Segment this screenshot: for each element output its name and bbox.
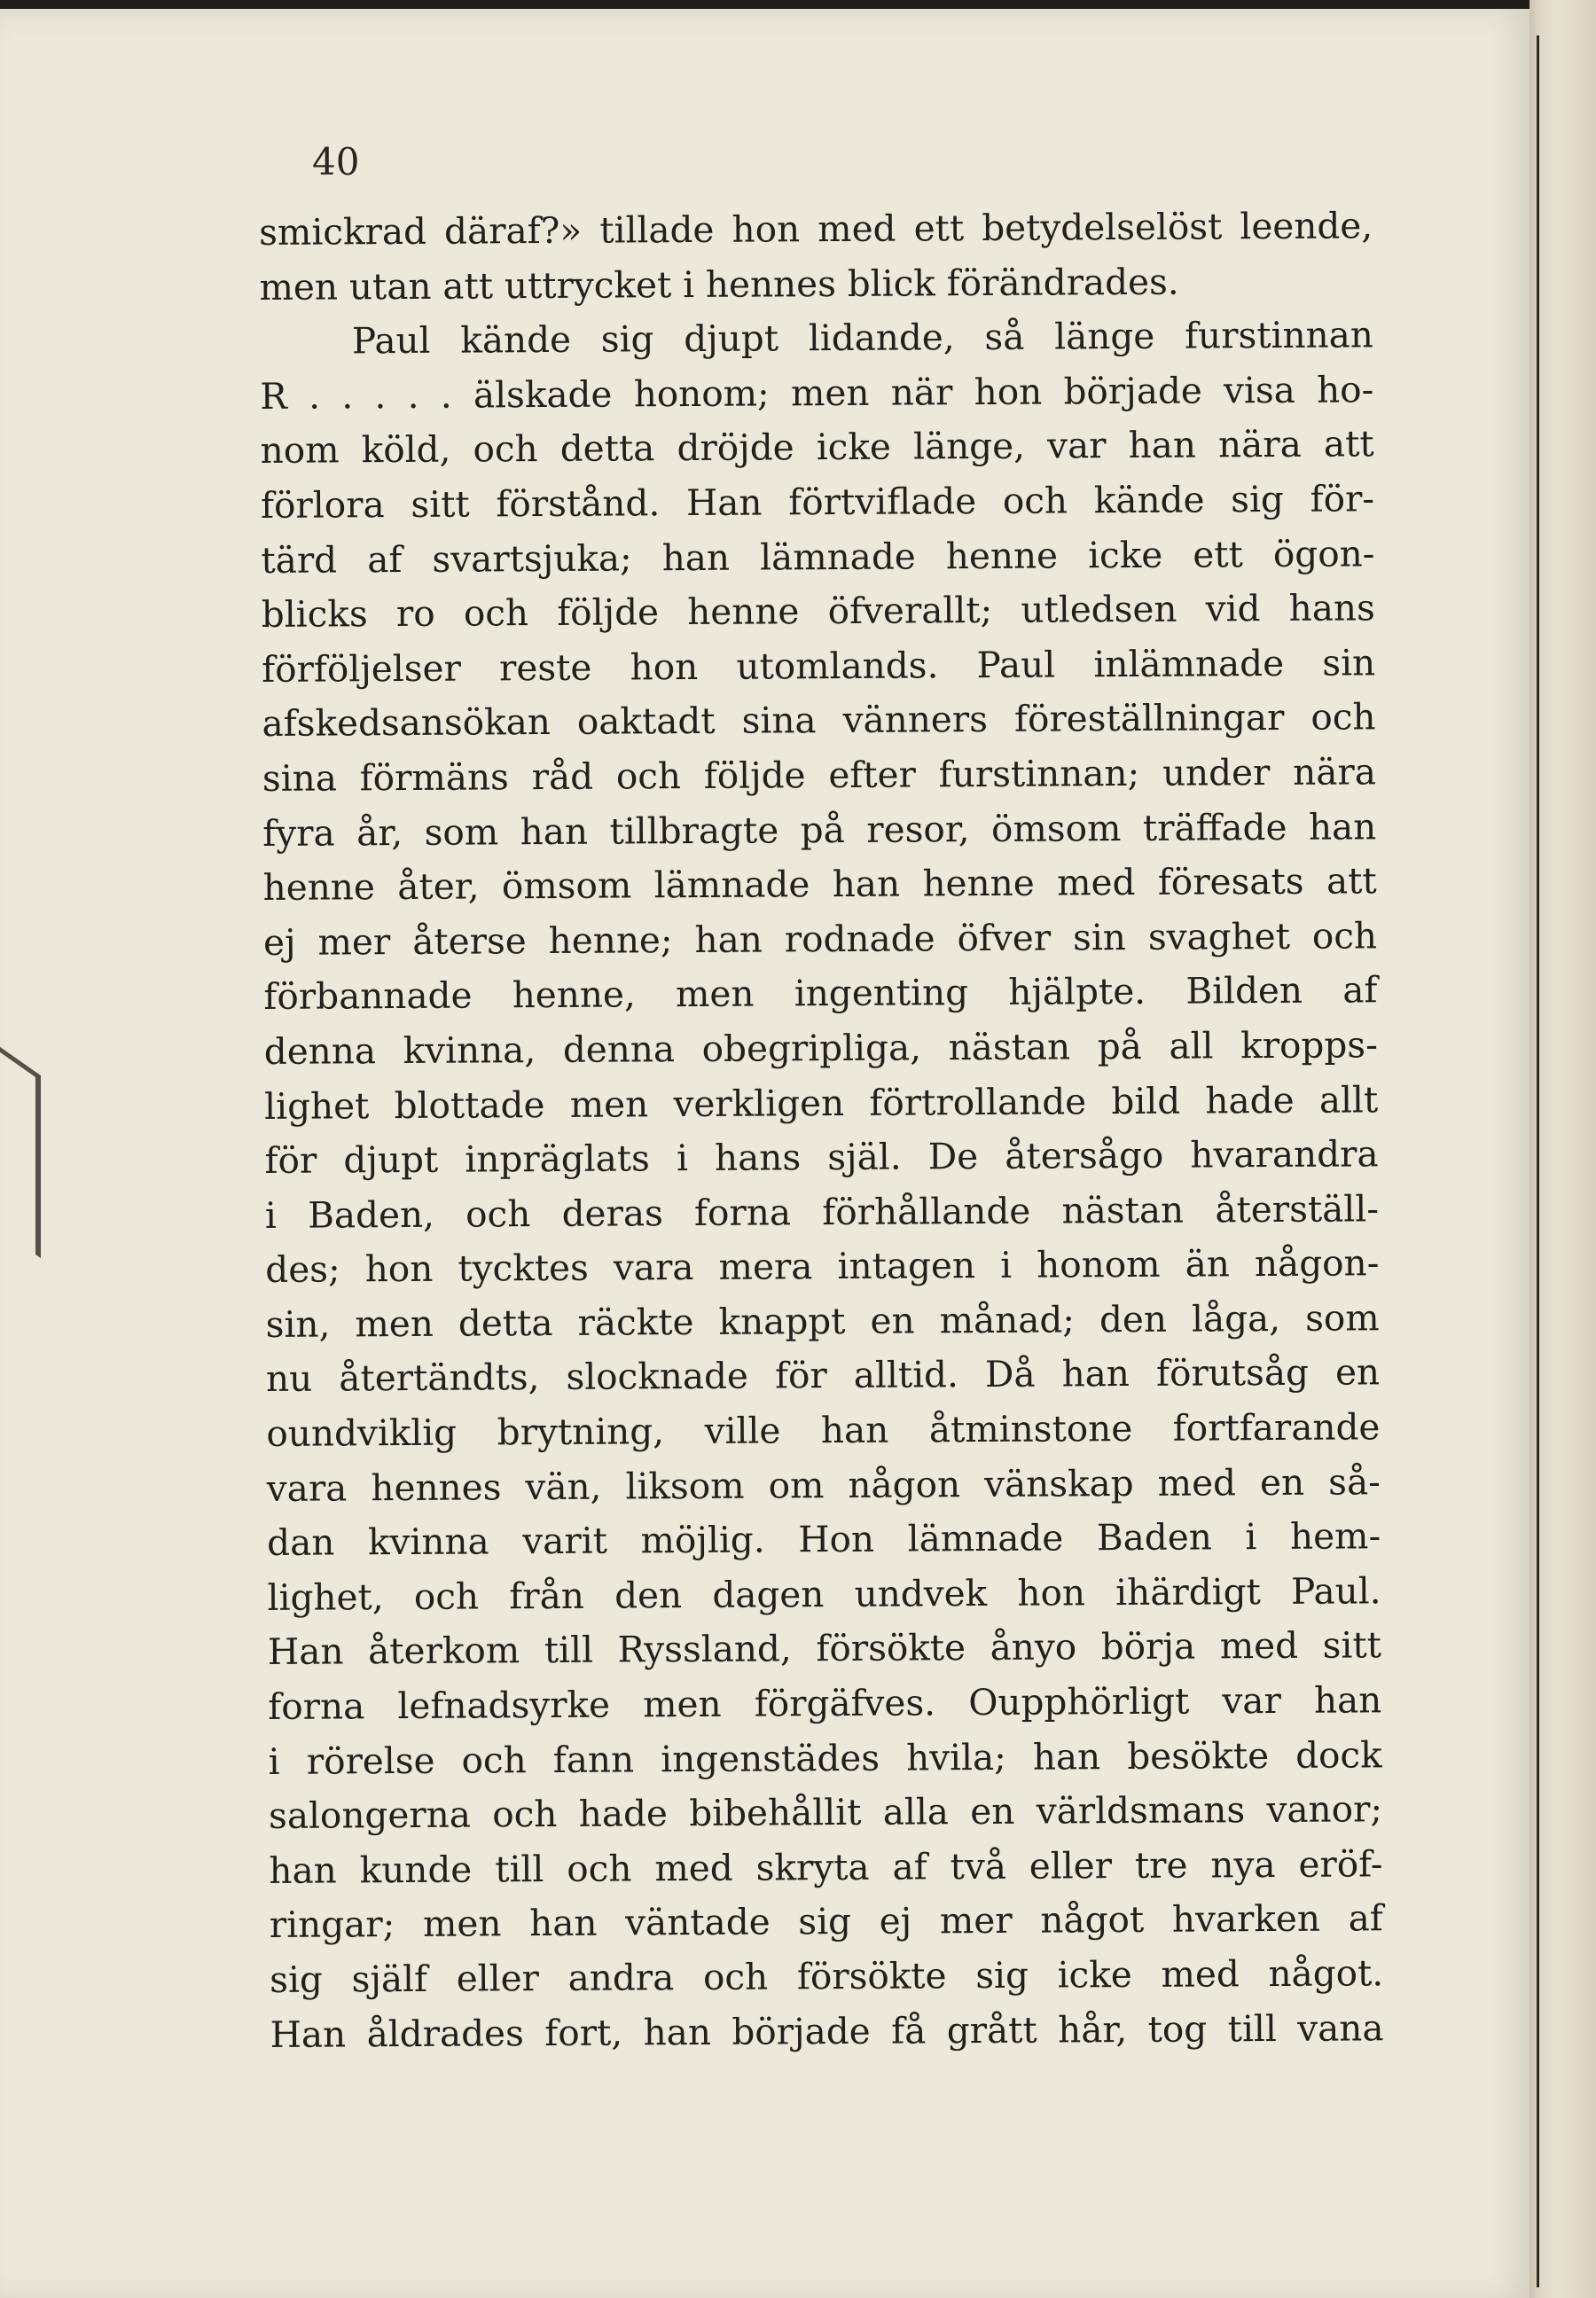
text-line: förföljelser reste hon utomlands. Paul inlämnade sin	[262, 641, 1376, 691]
text-line: smickrad däraf?» tillade hon med ett betydelselöst leende,	[259, 204, 1373, 254]
text-line: salongerna och hade bibehållit alla en världsmans vanor;	[268, 1787, 1383, 1838]
text-line: afskedsansökan oaktadt sina vänners föreställningar och	[262, 695, 1376, 746]
text-line: sin, men detta räckte knappt en månad; den låga, som	[265, 1296, 1380, 1346]
text-line: för djupt inpräglats i hans själ. De återsågo hvarandra	[264, 1132, 1379, 1183]
text-line: ringar; men han väntade sig ej mer något hvarken af	[269, 1896, 1383, 1947]
text-line: forna lefnadsyrke men förgäfves. Oupphörligt var han	[268, 1678, 1382, 1728]
text-line: ej mer återse henne; han rodnade öfver sin svaghet och	[262, 914, 1378, 964]
text-line: fyra år, som han tillbragte på resor, ömsom träffade han	[262, 804, 1377, 855]
body-text	[259, 199, 1384, 2062]
text-line: i rörelse och fann ingenstädes hvila; han besökte dock	[268, 1732, 1382, 1783]
text-line: i Baden, och deras forna förhållande nästan återställ-	[264, 1186, 1380, 1237]
text-line: men utan att uttrycket i hennes blick förändrades.	[259, 260, 1179, 309]
text-line: denna kvinna, denna obegripliga, nästan på all kropps-	[263, 1023, 1378, 1073]
text-line: dan kvinna varit möjlig. Hon lämnade Baden i hem-	[267, 1514, 1381, 1565]
text-line: nu återtändts, slocknade för alltid. Då han förutsåg en	[265, 1350, 1381, 1401]
text-line: nom köld, och detta dröjde icke länge, var han nära att	[260, 422, 1374, 473]
book-spine-edge	[1530, 0, 1596, 2298]
text-line: lighet, och från den dagen undvek hon ihärdigt Paul.	[267, 1569, 1381, 1619]
text-line: Paul kände sig djupt lidande, så länge furstinnan	[351, 313, 1374, 363]
text-line: förbannade henne, men ingenting hjälpte. Bilden af	[263, 968, 1378, 1019]
text-line: Han återkom till Ryssland, försökte ånyo börja med sitt	[267, 1623, 1382, 1674]
text-line: sina förmäns råd och följde efter furstinnan; under nära	[262, 750, 1377, 800]
page-number: 40	[312, 140, 360, 184]
text-line: blicks ro och följde henne öfverallt; utledsen vid hans	[261, 586, 1375, 637]
text-line: vara hennes vän, liksom om någon vänskap med en så-	[266, 1459, 1381, 1510]
text-line: sig själf eller andra och försökte sig icke med något.	[270, 1951, 1384, 2001]
text-line: lighet blottade men verkligen förtrollande bild hade allt	[264, 1077, 1379, 1128]
text-line: R . . . . . älskade honom; men när hon började visa ho-	[260, 368, 1374, 418]
text-line: oundviklig brytning, ville han åtminstone fortfarande	[266, 1405, 1381, 1456]
page-sheet	[0, 9, 1530, 2298]
spine-line	[1537, 35, 1539, 2287]
page-marker-shape	[0, 1035, 41, 1258]
text-line: henne åter, ömsom lämnade han henne med föresats att	[262, 859, 1377, 910]
text-line: förlora sitt förstånd. Han förtviflade och kände sig för-	[260, 477, 1375, 527]
text-line: tärd af svartsjuka; han lämnade henne icke ett ögon-	[261, 531, 1375, 582]
text-line: han kunde till och med skryta af två eller tre nya eröf-	[269, 1842, 1383, 1892]
text-line: des; hon tycktes vara mera intagen i honom än någon-	[265, 1241, 1380, 1292]
text-line: Han åldrades fort, han började få grått hår, tog till vana	[270, 2005, 1384, 2056]
